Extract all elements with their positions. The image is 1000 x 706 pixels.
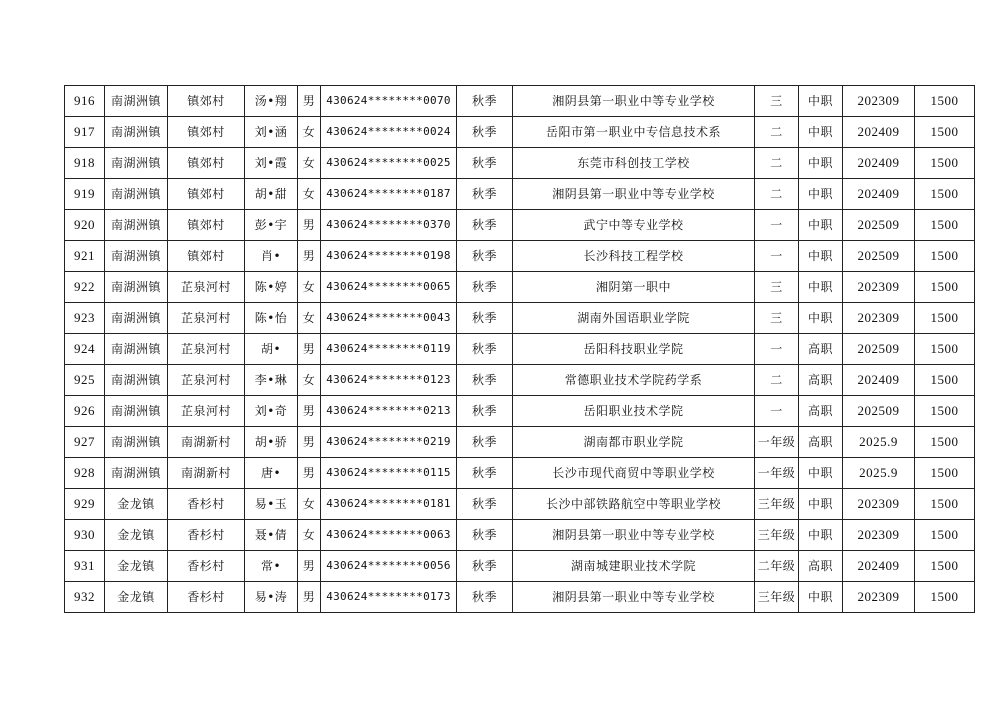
student-name-cell: 唐•	[245, 458, 298, 489]
season-cell: 秋季	[457, 179, 513, 210]
table-row	[65, 272, 975, 303]
gender-cell: 女	[298, 489, 321, 520]
school-level-cell: 高职	[799, 551, 843, 582]
subsidy-list-sheet	[64, 85, 975, 613]
row-number-cell: 926	[65, 396, 105, 427]
enrollment-date-cell: 202509	[843, 334, 915, 365]
id-number-cell: 430624********0065	[321, 272, 457, 303]
id-number-cell: 430624********0115	[321, 458, 457, 489]
town-cell: 南湖洲镇	[105, 148, 168, 179]
season-cell: 秋季	[457, 148, 513, 179]
school-level-cell: 中职	[799, 148, 843, 179]
id-number-cell: 430624********0181	[321, 489, 457, 520]
grade-cell: 一	[755, 241, 799, 272]
row-number-cell: 929	[65, 489, 105, 520]
student-name-cell: 易•涛	[245, 582, 298, 613]
subsidy-amount-cell: 1500	[915, 179, 975, 210]
gender-cell: 女	[298, 179, 321, 210]
village-cell: 镇郊村	[168, 241, 245, 272]
season-cell: 秋季	[457, 272, 513, 303]
school-cell: 岳阳职业技术学院	[513, 396, 755, 427]
season-cell: 秋季	[457, 427, 513, 458]
season-cell: 秋季	[457, 334, 513, 365]
table-row	[65, 396, 975, 427]
season-cell: 秋季	[457, 551, 513, 582]
school-level-cell: 中职	[799, 582, 843, 613]
row-number-cell: 916	[65, 86, 105, 117]
subsidy-amount-cell: 1500	[915, 241, 975, 272]
student-name-cell: 刘•霞	[245, 148, 298, 179]
enrollment-date-cell: 202409	[843, 179, 915, 210]
village-cell: 香杉村	[168, 520, 245, 551]
town-cell: 金龙镇	[105, 489, 168, 520]
town-cell: 金龙镇	[105, 520, 168, 551]
id-number-cell: 430624********0043	[321, 303, 457, 334]
id-number-cell: 430624********0056	[321, 551, 457, 582]
subsidy-amount-cell: 1500	[915, 148, 975, 179]
school-cell: 湘阴县第一职业中等专业学校	[513, 179, 755, 210]
enrollment-date-cell: 202409	[843, 148, 915, 179]
gender-cell: 男	[298, 396, 321, 427]
school-level-cell: 中职	[799, 86, 843, 117]
village-cell: 芷泉河村	[168, 396, 245, 427]
id-number-cell: 430624********0219	[321, 427, 457, 458]
grade-cell: 三	[755, 272, 799, 303]
gender-cell: 男	[298, 551, 321, 582]
village-cell: 香杉村	[168, 551, 245, 582]
student-subsidy-table	[64, 85, 975, 613]
season-cell: 秋季	[457, 458, 513, 489]
grade-cell: 三	[755, 303, 799, 334]
grade-cell: 二年级	[755, 551, 799, 582]
town-cell: 南湖洲镇	[105, 365, 168, 396]
village-cell: 香杉村	[168, 582, 245, 613]
student-name-cell: 陈•怡	[245, 303, 298, 334]
grade-cell: 二	[755, 179, 799, 210]
season-cell: 秋季	[457, 489, 513, 520]
school-cell: 常德职业技术学院药学系	[513, 365, 755, 396]
table-row	[65, 210, 975, 241]
grade-cell: 一	[755, 396, 799, 427]
student-name-cell: 易•玉	[245, 489, 298, 520]
subsidy-amount-cell: 1500	[915, 489, 975, 520]
enrollment-date-cell: 202409	[843, 551, 915, 582]
table-row	[65, 117, 975, 148]
town-cell: 南湖洲镇	[105, 86, 168, 117]
town-cell: 南湖洲镇	[105, 117, 168, 148]
row-number-cell: 930	[65, 520, 105, 551]
season-cell: 秋季	[457, 117, 513, 148]
subsidy-amount-cell: 1500	[915, 427, 975, 458]
gender-cell: 男	[298, 86, 321, 117]
school-level-cell: 中职	[799, 272, 843, 303]
town-cell: 南湖洲镇	[105, 272, 168, 303]
school-level-cell: 中职	[799, 520, 843, 551]
school-level-cell: 高职	[799, 427, 843, 458]
subsidy-amount-cell: 1500	[915, 272, 975, 303]
row-number-cell: 919	[65, 179, 105, 210]
grade-cell: 三年级	[755, 489, 799, 520]
grade-cell: 一	[755, 210, 799, 241]
student-name-cell: 李•琳	[245, 365, 298, 396]
id-number-cell: 430624********0024	[321, 117, 457, 148]
enrollment-date-cell: 2025.9	[843, 458, 915, 489]
enrollment-date-cell: 2025.9	[843, 427, 915, 458]
school-level-cell: 高职	[799, 396, 843, 427]
season-cell: 秋季	[457, 241, 513, 272]
grade-cell: 一年级	[755, 458, 799, 489]
school-level-cell: 中职	[799, 303, 843, 334]
row-number-cell: 925	[65, 365, 105, 396]
id-number-cell: 430624********0119	[321, 334, 457, 365]
student-name-cell: 陈•婷	[245, 272, 298, 303]
student-name-cell: 刘•奇	[245, 396, 298, 427]
village-cell: 镇郊村	[168, 210, 245, 241]
subsidy-amount-cell: 1500	[915, 303, 975, 334]
town-cell: 南湖洲镇	[105, 427, 168, 458]
grade-cell: 二	[755, 117, 799, 148]
row-number-cell: 932	[65, 582, 105, 613]
enrollment-date-cell: 202309	[843, 86, 915, 117]
school-cell: 武宁中等专业学校	[513, 210, 755, 241]
row-number-cell: 927	[65, 427, 105, 458]
grade-cell: 一年级	[755, 427, 799, 458]
student-name-cell: 常•	[245, 551, 298, 582]
season-cell: 秋季	[457, 303, 513, 334]
village-cell: 南湖新村	[168, 427, 245, 458]
table-row	[65, 365, 975, 396]
id-number-cell: 430624********0063	[321, 520, 457, 551]
grade-cell: 三年级	[755, 520, 799, 551]
id-number-cell: 430624********0187	[321, 179, 457, 210]
subsidy-amount-cell: 1500	[915, 365, 975, 396]
table-row	[65, 551, 975, 582]
enrollment-date-cell: 202509	[843, 241, 915, 272]
gender-cell: 男	[298, 582, 321, 613]
enrollment-date-cell: 202309	[843, 272, 915, 303]
grade-cell: 三	[755, 86, 799, 117]
row-number-cell: 920	[65, 210, 105, 241]
school-cell: 湘阴县第一职业中等专业学校	[513, 582, 755, 613]
school-level-cell: 中职	[799, 489, 843, 520]
id-number-cell: 430624********0025	[321, 148, 457, 179]
school-cell: 岳阳市第一职业中专信息技术系	[513, 117, 755, 148]
town-cell: 南湖洲镇	[105, 210, 168, 241]
gender-cell: 女	[298, 272, 321, 303]
school-cell: 湘阴县第一职业中等专业学校	[513, 86, 755, 117]
gender-cell: 男	[298, 458, 321, 489]
enrollment-date-cell: 202309	[843, 520, 915, 551]
table-row	[65, 458, 975, 489]
enrollment-date-cell: 202409	[843, 365, 915, 396]
village-cell: 镇郊村	[168, 179, 245, 210]
town-cell: 南湖洲镇	[105, 179, 168, 210]
subsidy-amount-cell: 1500	[915, 117, 975, 148]
school-level-cell: 中职	[799, 241, 843, 272]
student-name-cell: 肖•	[245, 241, 298, 272]
row-number-cell: 917	[65, 117, 105, 148]
season-cell: 秋季	[457, 396, 513, 427]
gender-cell: 女	[298, 520, 321, 551]
row-number-cell: 931	[65, 551, 105, 582]
season-cell: 秋季	[457, 86, 513, 117]
student-name-cell: 胡•甜	[245, 179, 298, 210]
table-row	[65, 582, 975, 613]
school-cell: 湖南城建职业技术学院	[513, 551, 755, 582]
subsidy-amount-cell: 1500	[915, 520, 975, 551]
gender-cell: 女	[298, 365, 321, 396]
gender-cell: 男	[298, 241, 321, 272]
id-number-cell: 430624********0213	[321, 396, 457, 427]
gender-cell: 女	[298, 117, 321, 148]
village-cell: 芷泉河村	[168, 303, 245, 334]
row-number-cell: 921	[65, 241, 105, 272]
enrollment-date-cell: 202509	[843, 396, 915, 427]
student-name-cell: 汤•翔	[245, 86, 298, 117]
village-cell: 芷泉河村	[168, 365, 245, 396]
school-cell: 长沙中部铁路航空中等职业学校	[513, 489, 755, 520]
season-cell: 秋季	[457, 520, 513, 551]
table-row	[65, 303, 975, 334]
table-row	[65, 179, 975, 210]
town-cell: 南湖洲镇	[105, 396, 168, 427]
student-name-cell: 胡•	[245, 334, 298, 365]
table-row	[65, 427, 975, 458]
school-cell: 长沙科技工程学校	[513, 241, 755, 272]
subsidy-amount-cell: 1500	[915, 582, 975, 613]
id-number-cell: 430624********0070	[321, 86, 457, 117]
grade-cell: 二	[755, 365, 799, 396]
village-cell: 镇郊村	[168, 86, 245, 117]
grade-cell: 一	[755, 334, 799, 365]
gender-cell: 男	[298, 334, 321, 365]
student-name-cell: 刘•涵	[245, 117, 298, 148]
village-cell: 南湖新村	[168, 458, 245, 489]
season-cell: 秋季	[457, 582, 513, 613]
town-cell: 金龙镇	[105, 551, 168, 582]
table-row	[65, 86, 975, 117]
school-level-cell: 高职	[799, 334, 843, 365]
village-cell: 镇郊村	[168, 117, 245, 148]
subsidy-amount-cell: 1500	[915, 210, 975, 241]
id-number-cell: 430624********0198	[321, 241, 457, 272]
school-level-cell: 中职	[799, 117, 843, 148]
row-number-cell: 923	[65, 303, 105, 334]
season-cell: 秋季	[457, 210, 513, 241]
village-cell: 镇郊村	[168, 148, 245, 179]
school-cell: 湖南外国语职业学院	[513, 303, 755, 334]
grade-cell: 二	[755, 148, 799, 179]
town-cell: 南湖洲镇	[105, 303, 168, 334]
school-cell: 湘阴第一职中	[513, 272, 755, 303]
gender-cell: 男	[298, 427, 321, 458]
subsidy-amount-cell: 1500	[915, 458, 975, 489]
school-cell: 东莞市科创技工学校	[513, 148, 755, 179]
town-cell: 金龙镇	[105, 582, 168, 613]
school-level-cell: 中职	[799, 210, 843, 241]
town-cell: 南湖洲镇	[105, 241, 168, 272]
village-cell: 芷泉河村	[168, 272, 245, 303]
row-number-cell: 924	[65, 334, 105, 365]
table-row	[65, 148, 975, 179]
town-cell: 南湖洲镇	[105, 458, 168, 489]
table-row	[65, 334, 975, 365]
school-cell: 湖南都市职业学院	[513, 427, 755, 458]
enrollment-date-cell: 202509	[843, 210, 915, 241]
school-level-cell: 中职	[799, 179, 843, 210]
table-row	[65, 241, 975, 272]
enrollment-date-cell: 202309	[843, 303, 915, 334]
school-level-cell: 高职	[799, 365, 843, 396]
table-row	[65, 489, 975, 520]
gender-cell: 女	[298, 303, 321, 334]
school-level-cell: 中职	[799, 458, 843, 489]
row-number-cell: 928	[65, 458, 105, 489]
student-name-cell: 聂•倩	[245, 520, 298, 551]
student-name-cell: 彭•宇	[245, 210, 298, 241]
season-cell: 秋季	[457, 365, 513, 396]
town-cell: 南湖洲镇	[105, 334, 168, 365]
enrollment-date-cell: 202409	[843, 117, 915, 148]
grade-cell: 三年级	[755, 582, 799, 613]
enrollment-date-cell: 202309	[843, 489, 915, 520]
row-number-cell: 922	[65, 272, 105, 303]
village-cell: 香杉村	[168, 489, 245, 520]
subsidy-amount-cell: 1500	[915, 551, 975, 582]
subsidy-amount-cell: 1500	[915, 86, 975, 117]
school-cell: 岳阳科技职业学院	[513, 334, 755, 365]
gender-cell: 女	[298, 148, 321, 179]
table-body	[65, 86, 975, 613]
table-row	[65, 520, 975, 551]
row-number-cell: 918	[65, 148, 105, 179]
subsidy-amount-cell: 1500	[915, 334, 975, 365]
id-number-cell: 430624********0173	[321, 582, 457, 613]
school-cell: 湘阴县第一职业中等专业学校	[513, 520, 755, 551]
gender-cell: 男	[298, 210, 321, 241]
id-number-cell: 430624********0370	[321, 210, 457, 241]
id-number-cell: 430624********0123	[321, 365, 457, 396]
subsidy-amount-cell: 1500	[915, 396, 975, 427]
village-cell: 芷泉河村	[168, 334, 245, 365]
student-name-cell: 胡•骄	[245, 427, 298, 458]
enrollment-date-cell: 202309	[843, 582, 915, 613]
school-cell: 长沙市现代商贸中等职业学校	[513, 458, 755, 489]
